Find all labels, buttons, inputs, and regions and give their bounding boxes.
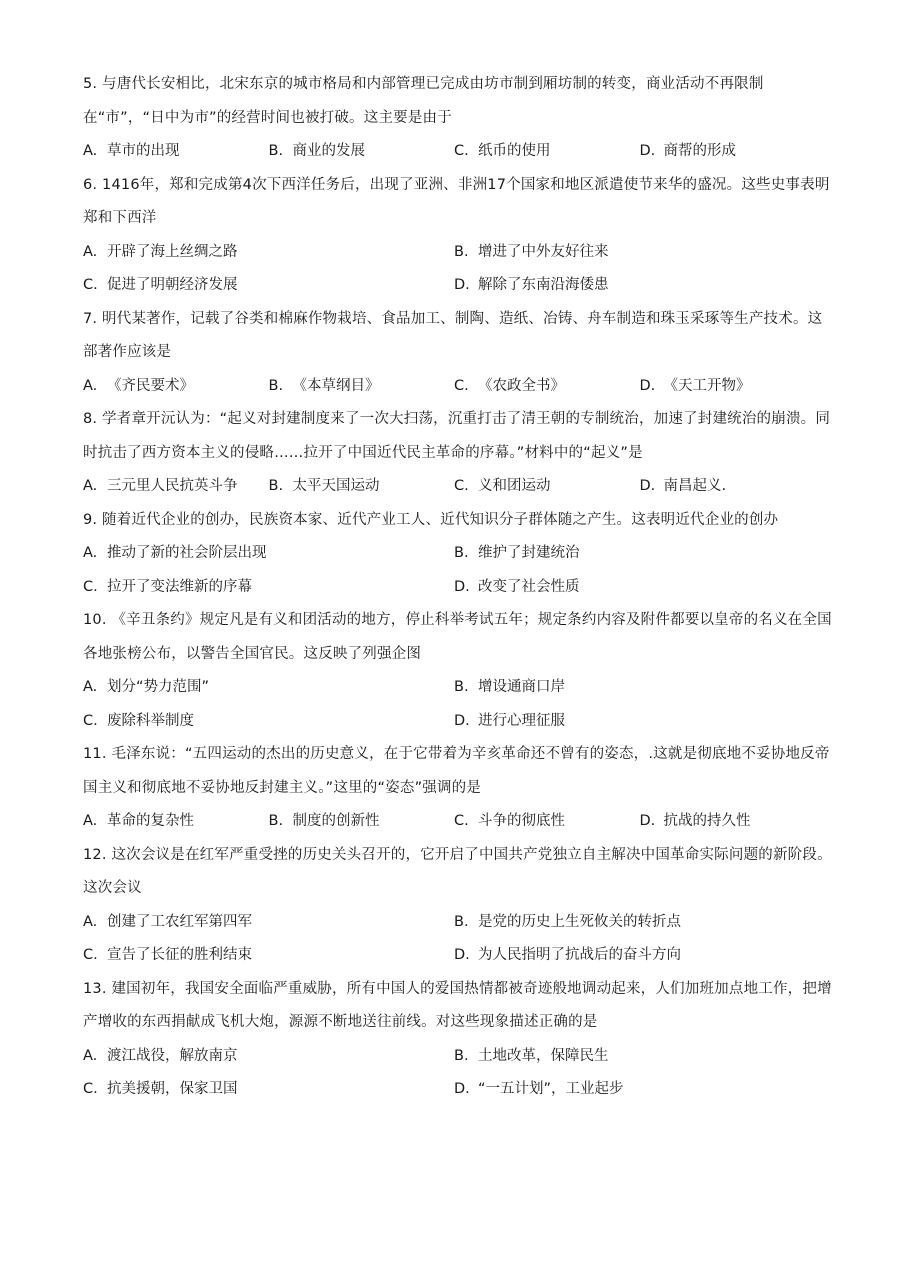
option-text: 《天工开物》 — [663, 377, 751, 394]
option-text: 太平天国运动 — [292, 478, 380, 494]
option-letter: D. — [454, 947, 470, 963]
answer-option — [454, 906, 825, 940]
answer-option — [83, 805, 269, 839]
option-text: 维护了封建统治 — [478, 545, 580, 561]
option-letter: B. — [454, 1047, 469, 1064]
option-letter: C. — [83, 277, 98, 293]
option-letter: D. — [639, 377, 656, 394]
answer-option — [640, 370, 826, 404]
option-text: 商业的发展 — [292, 143, 365, 159]
answer-options — [83, 671, 833, 738]
option-letter: B. — [268, 478, 284, 494]
option-text: 《本草纲目》 — [292, 377, 380, 394]
option-text: “一五计划”，工业起步 — [478, 1081, 624, 1097]
question-stem: 9. 随着近代企业的创办，民族资本家、近代产业工人、近代知识分子群体随之产生。这表明近代企业的创办 — [83, 511, 779, 528]
answer-options — [83, 537, 833, 604]
option-text: 废除科举制度 — [107, 712, 194, 729]
option-text: 开辟了海上丝绸之路 — [107, 243, 238, 260]
answer-option — [269, 135, 455, 169]
option-letter: A. — [83, 679, 98, 695]
option-letter: C. — [454, 813, 469, 829]
question-block — [83, 604, 833, 738]
option-letter: D. — [639, 143, 656, 159]
question-stem: 13. 建国初年，我国安全面临严重威胁，所有中国人的爱国热情都被奇迹般地调动起来，人们加班加点地工作，把增产增收的东西捐献成飞机大炮，源源不断地送往前线。对这些现象描述正确的是 — [83, 980, 832, 1030]
option-text: 三元里人民抗英斗争 — [107, 478, 238, 494]
option-text: 《齐民要术》 — [107, 377, 194, 394]
answer-option — [83, 705, 454, 739]
option-text: 抗美援朝，保家卫国 — [107, 1081, 238, 1097]
answer-option — [83, 269, 454, 303]
answer-option — [83, 671, 454, 705]
option-letter: A. — [83, 143, 98, 159]
option-text: 《农政全书》 — [478, 377, 565, 394]
answer-options — [83, 370, 833, 404]
option-text: 推动了新的社会阶层出现 — [107, 545, 267, 561]
answer-option — [454, 236, 825, 270]
option-letter: A. — [83, 478, 98, 494]
option-letter: A. — [83, 377, 98, 394]
option-letter: B. — [268, 377, 284, 394]
option-text: 拉开了变法维新的序幕 — [107, 578, 252, 595]
answer-options — [83, 805, 833, 839]
answer-option — [83, 1040, 454, 1074]
answer-option — [83, 906, 454, 940]
answer-option — [83, 470, 269, 504]
option-letter: B. — [454, 243, 469, 260]
option-letter: C. — [454, 143, 469, 159]
question-stem: 6. 1416年，郑和完成第4次下西洋任务后，出现了亚洲、非洲17个国家和地区派遣使节来华的盛况。这些史事表明郑和下西洋 — [83, 176, 830, 226]
option-letter: A. — [83, 545, 98, 561]
option-letter: D. — [639, 813, 656, 829]
question-stem: 10. 《辛丑条约》规定凡是有义和团活动的地方，停止科举考试五年；规定条约内容及附件都要以皇帝的名义在全国各地张榜公布，以警告全国官民。这反映了列强企图 — [83, 612, 832, 662]
answer-option — [83, 571, 454, 605]
option-letter: B. — [454, 913, 469, 930]
answer-option — [640, 135, 826, 169]
option-letter: B. — [454, 545, 469, 561]
option-text: 为人民指明了抗战后的奋斗方向 — [478, 947, 681, 963]
question-stem: 12. 这次会议是在红军严重受挫的历史关头召开的，它开启了中国共产党独立自主解决中国革命实际问题的新阶段。这次会议 — [83, 846, 832, 896]
option-letter: D. — [454, 1081, 470, 1097]
option-letter: D. — [454, 578, 470, 595]
option-text: 进行心理征服 — [478, 712, 565, 729]
option-text: 纸币的使用 — [478, 143, 551, 159]
option-text: 是党的历史上生死攸关的转折点 — [478, 913, 681, 930]
answer-option — [83, 236, 454, 270]
answer-option — [269, 470, 455, 504]
option-letter: A. — [83, 813, 98, 829]
answer-option — [640, 470, 826, 504]
question-block — [83, 973, 833, 1107]
option-letter: C. — [454, 377, 469, 394]
option-letter: B. — [268, 813, 284, 829]
option-text: 土地改革，保障民生 — [478, 1047, 609, 1064]
option-letter: A. — [83, 1047, 98, 1064]
question-stem: 8. 学者章开沅认为：“起义对封建制度来了一次大扫荡，沉重打击了清王朝的专制统治，加速了封建统治的崩溃。同时抗击了西方资本主义的侵略……拉开了中国近代民主革命的序幕。”材料中的“起义”是 — [83, 411, 831, 461]
option-letter: D. — [454, 277, 470, 293]
question-stem: 5. 与唐代长安相比，北宋东京的城市格局和内部管理已完成由坊市制到厢坊制的转变，商业活动不再限制在“市”，“日中为市”的经营时间也被打破。这主要是由于 — [83, 76, 764, 126]
option-letter: A. — [83, 913, 98, 930]
answer-option — [454, 470, 640, 504]
question-block — [83, 504, 833, 605]
option-text: 南昌起义. — [663, 478, 727, 494]
option-text: 促进了明朝经济发展 — [107, 277, 238, 293]
answer-option — [83, 135, 269, 169]
option-letter: B. — [454, 679, 469, 695]
answer-options — [83, 236, 833, 303]
option-text: 革命的复杂性 — [107, 813, 194, 829]
question-block — [83, 738, 833, 839]
option-text: 宣告了长征的胜利结束 — [107, 947, 252, 963]
option-letter: D. — [639, 478, 656, 494]
question-stem: 11. 毛泽东说：“五四运动的杰出的历史意义，在于它带着为辛亥革命还不曾有的姿态，.这就是彻底地不妥协地反帝国主义和彻底地不妥协地反封建主义。”这里的“姿态”强调的是 — [83, 746, 830, 796]
question-block — [83, 839, 833, 973]
question-block — [83, 68, 833, 169]
option-text: 创建了工农红军第四军 — [107, 913, 252, 930]
option-letter: C. — [83, 712, 98, 729]
question-block — [83, 169, 833, 303]
answer-option — [640, 805, 826, 839]
answer-option — [454, 671, 825, 705]
question-block — [83, 403, 833, 504]
option-text: 斗争的彻底性 — [478, 813, 565, 829]
answer-option — [83, 939, 454, 973]
option-text: 商帮的形成 — [663, 143, 736, 159]
answer-option — [454, 135, 640, 169]
option-letter: C. — [83, 947, 98, 963]
option-text: 增进了中外友好往来 — [478, 243, 609, 260]
answer-options — [83, 1040, 833, 1107]
answer-option — [454, 1073, 825, 1107]
option-text: 草市的出现 — [107, 143, 180, 159]
answer-options — [83, 906, 833, 973]
answer-option — [269, 805, 455, 839]
option-text: 义和团运动 — [478, 478, 551, 494]
answer-options — [83, 470, 833, 504]
answer-option — [83, 370, 269, 404]
option-text: 增设通商口岸 — [478, 679, 565, 695]
answer-option — [454, 1040, 825, 1074]
answer-option — [454, 705, 825, 739]
answer-option — [269, 370, 455, 404]
option-letter: D. — [454, 712, 470, 729]
option-text: 制度的创新性 — [292, 813, 380, 829]
answer-option — [454, 805, 640, 839]
answer-option — [83, 1073, 454, 1107]
question-stem: 7. 明代某著作，记载了谷类和棉麻作物栽培、食品加工、制陶、造纸、冶铸、舟车制造和珠玉采琢等生产技术。这部著作应该是 — [83, 310, 823, 360]
answer-option — [454, 370, 640, 404]
option-letter: B. — [268, 143, 284, 159]
option-letter: A. — [83, 243, 98, 260]
exam-page — [83, 68, 833, 1107]
answer-options — [83, 135, 833, 169]
answer-option — [454, 269, 825, 303]
option-text: 划分“势力范围” — [107, 679, 210, 695]
option-text: 解除了东南沿海倭患 — [478, 277, 609, 293]
option-text: 改变了社会性质 — [478, 578, 580, 595]
option-letter: C. — [83, 1081, 98, 1097]
option-letter: C. — [83, 578, 98, 595]
question-block — [83, 303, 833, 404]
option-text: 渡江战役，解放南京 — [107, 1047, 238, 1064]
option-letter: C. — [454, 478, 469, 494]
answer-option — [454, 571, 825, 605]
answer-option — [83, 537, 454, 571]
answer-option — [454, 537, 825, 571]
answer-option — [454, 939, 825, 973]
option-text: 抗战的持久性 — [663, 813, 751, 829]
